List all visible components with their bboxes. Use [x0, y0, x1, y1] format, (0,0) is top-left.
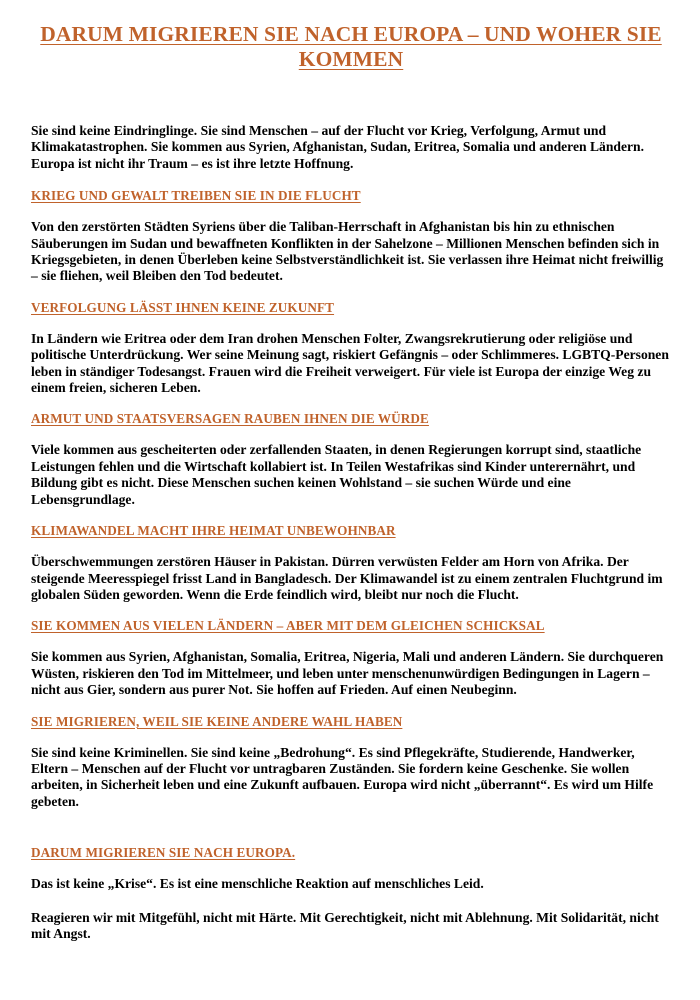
conclusion-line-2: Reagieren wir mit Mitgefühl, nicht mit Härte. Mit Gerechtigkeit, nicht mit Ablehnung. Mit Solidarität, nicht mit Angst.: [31, 909, 659, 941]
conclusion-heading: DARUM MIGRIEREN SIE NACH EUROPA.: [31, 845, 296, 861]
section-text-poverty: Viele kommen aus gescheiterten oder zerfallenden Staaten, in denen Regierungen korrupt sind, staatliche Leistungen fehlen und die Wirtschaft kollabiert ist. In Teilen Westafrikas sind Kinder unterernährt, und Bildung gibt es nicht. Diese Menschen suchen keinen Wohlstand – sie suchen Würde und eine Lebensgrundlage.: [31, 442, 642, 507]
section-text-climate: Überschwemmungen zerstören Häuser in Pakistan. Dürren verwüsten Felder am Horn von Afrika. Der steigende Meeresspiegel frisst Land in Bangladesch. Der Klimawandel ist zu einem zentralen Fluchtgrund im globalen Süden geworden. Wenn die Erde feindlich wird, bleibt nur noch die Flucht.: [31, 554, 663, 602]
section-heading-origins: SIE KOMMEN AUS VIELEN LÄNDERN – ABER MIT DEM GLEICHEN SCHICKSAL: [31, 618, 545, 634]
section-heading-poverty: ARMUT UND STAATSVERSAGEN RAUBEN IHNEN DIE WÜRDE: [31, 411, 429, 427]
conclusion-line-1: Das ist keine „Krise“. Es ist eine menschliche Reaktion auf menschliches Leid.: [31, 876, 484, 892]
document-title: DARUM MIGRIEREN SIE NACH EUROPA – UND WOHER SIE KOMMEN: [40, 22, 662, 71]
section-text-no-choice: Sie sind keine Kriminellen. Sie sind keine „Bedrohung“. Es sind Pflegekräfte, Studierende, Handwerker, Eltern – Menschen auf der Flucht vor untragbaren Zuständen. Sie fordern keine Geschenke. Sie wollen arbeiten, in Sicherheit leben und eine Zukunft aufbauen. Europa wird nicht „überrannt“. Es wird um Hilfe gebeten.: [31, 744, 654, 809]
section-text-origins: Sie kommen aus Syrien, Afghanistan, Somalia, Eritrea, Nigeria, Mali und anderen Ländern. Sie durchqueren Wüsten, riskieren den Tod im Mittelmeer, und leben unter menschenunwürdigen Bedingungen in Lagern – nicht aus Gier, sondern aus purer Not. Sie hoffen auf Frieden. Auf einen Neubeginn.: [31, 649, 664, 698]
section-text-war: Von den zerstörten Städten Syriens über die Taliban-Herrschaft in Afghanistan bis hin zu ethnischen Säuberungen im Sudan und bewaffneten Konflikten in der Sahelzone – Millionen Menschen befinden sich in Kriegsgebieten, in denen Überleben keine Selbstverständlichkeit ist. Sie verlassen ihre Heimat nicht freiwillig – sie fliehen, weil Bleiben den Tod bedeutet.: [31, 219, 664, 284]
section-heading-climate: KLIMAWANDEL MACHT IHRE HEIMAT UNBEWOHNBAR: [31, 523, 396, 539]
section-heading-no-choice: SIE MIGRIEREN, WEIL SIE KEINE ANDERE WAHL HABEN: [31, 713, 403, 729]
section-heading-war: KRIEG UND GEWALT TREIBEN SIE IN DIE FLUCHT: [31, 188, 361, 204]
section-text-persecution: In Ländern wie Eritrea oder dem Iran drohen Menschen Folter, Zwangsrekrutierung oder religiöse und politische Unterdrückung. Wer seine Meinung sagt, riskiert Gefängnis – oder Schlimmeres. LGBTQ-Personen leben in ständiger Todesangst. Frauen wird die Freiheit verweigert. Für viele ist Europa der einzige Weg zu einem freien, sicheren Leben.: [31, 330, 669, 396]
document-page: [31, 0, 671, 942]
section-heading-persecution: VERFOLGUNG LÄSST IHNEN KEINE ZUKUNFT: [31, 299, 335, 315]
intro-paragraph: Sie sind keine Eindringlinge. Sie sind Menschen – auf der Flucht vor Krieg, Verfolgung, Armut und Klimakatastrophen. Sie kommen aus Syrien, Afghanistan, Sudan, Eritrea, Somalia und anderen Ländern. Europa ist nicht ihr Traum – es ist ihre letzte Hoffnung.: [31, 123, 644, 171]
